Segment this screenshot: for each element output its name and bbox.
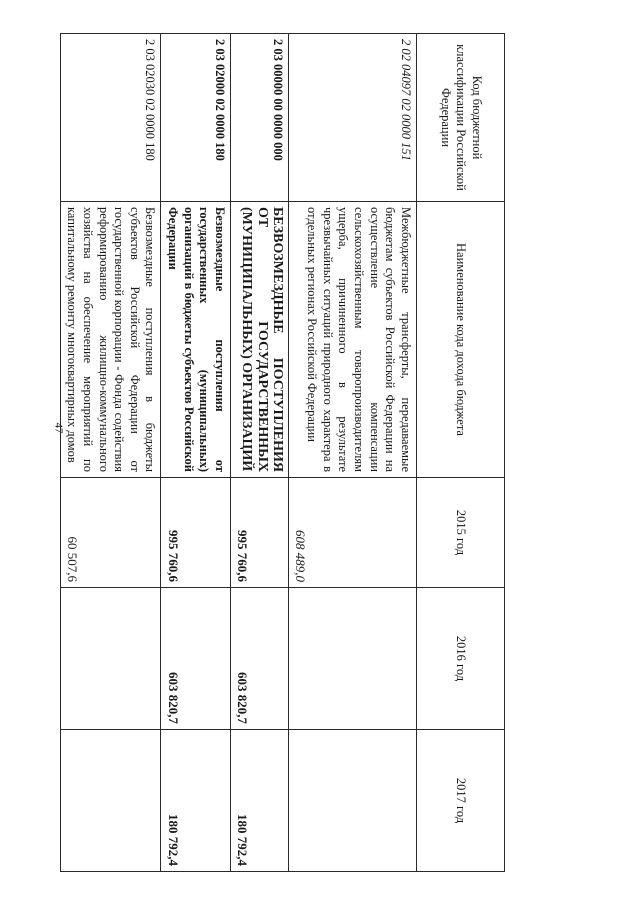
- header-2017: 2017 год: [417, 730, 505, 872]
- table-row: [161, 34, 231, 872]
- row-value-2015: 608 489,0: [289, 478, 417, 588]
- budget-table: [60, 33, 505, 872]
- table-row: [289, 34, 417, 872]
- header-name: Наименование кода дохода бюджета: [417, 202, 505, 478]
- row-value-2016: 603 820,7: [161, 588, 231, 730]
- row-value-2017: [289, 730, 417, 872]
- row-code: 2 03 02030 02 0000 180: [60, 34, 161, 202]
- table-header-row: [417, 34, 505, 872]
- row-value-2017: [60, 730, 161, 872]
- row-code: 2 03 00000 00 0000 000: [231, 34, 289, 202]
- row-value-2016: [289, 588, 417, 730]
- row-value-2015: 995 760,6: [161, 478, 231, 588]
- row-value-2016: [60, 588, 161, 730]
- row-value-2017: 180 792,4: [231, 730, 289, 872]
- row-code: 2 02 04097 02 0000 151: [289, 34, 417, 202]
- table-row: [231, 34, 289, 872]
- row-value-2017: 180 792,4: [161, 730, 231, 872]
- row-value-2015: 60 507,6: [60, 478, 161, 588]
- rotated-table-wrapper: [65, 33, 505, 871]
- page-number: 47: [52, 422, 65, 434]
- header-code: Код бюджетной классификации Российской Федерации: [417, 34, 505, 202]
- row-name: Межбюджетные трансферты, передаваемые бюджетам субъектов Российской Федерации на осуществление компенсации сельскохозяйственным товаропроизводителям ущерба, причиненного в результате чрезвычайных ситуаций природного характера в отдельных регионах Российской Федерации: [289, 202, 417, 478]
- row-name: Безвозмездные поступления в бюджеты субъектов Российской Федерации от государственной корпорации - Фонда содействия реформированию жилищно-коммунального хозяйства на обеспечение мероприятий по капитальному ремонту многоквартирных домов: [60, 202, 161, 478]
- row-name: БЕЗВОЗМЕЗДНЫЕ ПОСТУПЛЕНИЯ ОТ ГОСУДАРСТВЕННЫХ (МУНИЦИПАЛЬНЫХ) ОРГАНИЗАЦИЙ: [231, 202, 289, 478]
- row-value-2016: 603 820,7: [231, 588, 289, 730]
- table-row: [60, 34, 161, 872]
- header-2015: 2015 год: [417, 478, 505, 588]
- row-value-2015: 995 760,6: [231, 478, 289, 588]
- row-name: Безвозмездные поступления от государственных (муниципальных) организаций в бюджеты субъектов Российской Федерации: [161, 202, 231, 478]
- row-code: 2 03 02000 02 0000 180: [161, 34, 231, 202]
- header-2016: 2016 год: [417, 588, 505, 730]
